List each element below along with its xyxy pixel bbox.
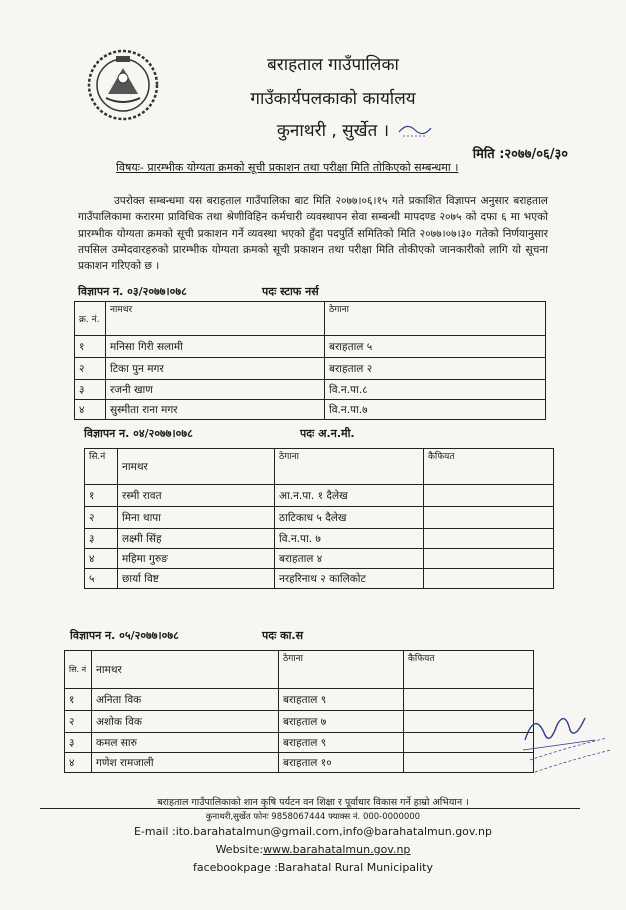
post-title-2: पदः अ.न.मी. [300, 427, 355, 440]
notice-number-2: विज्ञापन न. ०४/२०७७।०७८ [84, 427, 193, 440]
cell-remarks [424, 507, 554, 529]
col-sn: सि. नं [65, 651, 92, 689]
table-row [75, 358, 546, 380]
candidate-table-3 [64, 650, 534, 773]
cell-address: बराहताल ७ [279, 711, 404, 733]
col-name: नामथर [92, 651, 279, 689]
table-header-row [85, 449, 554, 485]
cell-sn: १ [85, 485, 118, 507]
col-address: ठेगाना [279, 651, 404, 689]
cell-sn: १ [65, 689, 92, 711]
letter-date: मिति :२०७७/०६/३० [472, 147, 568, 162]
cell-sn: २ [65, 711, 92, 733]
col-address: ठेगाना [275, 449, 424, 485]
cell-sn: १ [75, 336, 106, 358]
footer-facebook: facebookpage :Barahatal Rural Municipality [193, 861, 433, 874]
cell-sn: २ [75, 358, 106, 380]
notice-number-1: विज्ञापन न. ०३/२०७७।०७८ [78, 285, 187, 298]
letter-body: उपरोक्त सम्बन्धमा यस बराहताल गाउँपालिका बाट मिति २०७७।०६।१५ गते प्रकाशित विज्ञापन अनुसार बराहताल गाउँपालिकामा करारमा प्राविधिक तथा श्रेणीविहिन कर्मचारी व्यवस्थापन सेवा सम्बन्धी मापदण्ड २०७५ को दफा ६ मा भएको प्रारम्भीक योग्यता क्रमको सूची प्रकाशन गर्ने व्यवस्था भएको हुँदा पदपुर्ति समितिको मिति २०७७।०७।३० गतेको निर्णयानुसार तपसिल उम्मेदवारहरुको प्रारम्भीक योग्यता क्रमको सूची प्रकाशन तथा परीक्षा मिति तोकीएको जानकारीको लागि यो सूचना प्रकाशन गरिएको छ । [78, 195, 548, 273]
cell-name: गणेश रामजाली [92, 753, 279, 773]
table-row [85, 569, 554, 589]
cell-name: अनिता विक [92, 689, 279, 711]
table-row [85, 549, 554, 569]
footer-contact: कुनाथरी,सुर्खेत फोनः 9858067444 फ्याक्स नं. 000-0000000 [205, 812, 421, 822]
cell-address: वि.न.पा. ७ [275, 529, 424, 549]
cell-name: छार्या विष्ट [118, 569, 275, 589]
cell-address: बराहताल ९ [279, 689, 404, 711]
col-remarks: कैफियत [404, 651, 534, 689]
table-row [75, 380, 546, 400]
cell-remarks [404, 733, 534, 753]
table-row [75, 400, 546, 420]
cell-address: वि.न.पा.८ [325, 380, 546, 400]
letter-subject: विषयः- प्रारम्भीक योग्यता क्रमको सूची प्रकाशन तथा परीक्षा मिति तोकिएको सम्बन्धमा । [116, 161, 459, 174]
cell-name: कमल सारु [92, 733, 279, 753]
table-row [85, 507, 554, 529]
col-name: नामथर [118, 449, 275, 485]
post-title-1: पदः स्टाफ नर्स [262, 285, 319, 298]
cell-name: महिमा गुरुङ [118, 549, 275, 569]
table-header-row [75, 302, 546, 336]
cell-name: रजनी खाण [106, 380, 325, 400]
cell-sn: २ [85, 507, 118, 529]
col-remarks: कैफियत [424, 449, 554, 485]
office-name: गाउँकार्यपलकाको कार्यालय [250, 89, 416, 109]
cell-remarks [424, 549, 554, 569]
cell-remarks [424, 485, 554, 507]
cell-remarks [404, 711, 534, 733]
col-sn: क्र. नं. [75, 302, 106, 336]
municipality-name: बराहताल गाउँपालिका [267, 55, 399, 75]
cell-name: लक्ष्मी सिंह [118, 529, 275, 549]
cell-address: वि.न.पा.७ [325, 400, 546, 420]
table-row [65, 711, 534, 733]
cell-name: टिका पुन मगर [106, 358, 325, 380]
cell-address: ठाटिकाध ५ दैलेख [275, 507, 424, 529]
table-header-row [65, 651, 534, 689]
col-name: नामथर [106, 302, 325, 336]
cell-sn: ३ [85, 529, 118, 549]
cell-sn: ३ [65, 733, 92, 753]
email-link[interactable]: ito.barahatalmun@gmail.com,info@barahatalmun.gov.np [175, 825, 493, 838]
table-row [85, 529, 554, 549]
cell-remarks [424, 569, 554, 589]
table-row [75, 336, 546, 358]
col-address: ठेगाना [325, 302, 546, 336]
footer-website [0, 843, 626, 856]
cell-address: बराहताल २ [325, 358, 546, 380]
cell-sn: ४ [65, 753, 92, 773]
cell-name: सुस्मीता राना मगर [106, 400, 325, 420]
email-label: E-mail : [133, 825, 176, 838]
cell-remarks [404, 689, 534, 711]
notice-number-3: विज्ञापन न. ०५/२०७७।०७८ [70, 629, 179, 642]
ink-stamp-icon [395, 118, 435, 142]
website-link[interactable]: www.barahatalmun.gov.np [263, 843, 411, 856]
post-title-3: पदः का.स [262, 629, 304, 642]
table-row [65, 753, 534, 773]
table-row [65, 689, 534, 711]
cell-sn: ४ [75, 400, 106, 420]
cell-sn: ३ [75, 380, 106, 400]
cell-address: बराहताल १० [279, 753, 404, 773]
table-row [65, 733, 534, 753]
cell-address: आ.न.पा. १ दैलेख [275, 485, 424, 507]
candidate-table-1 [74, 301, 546, 420]
footer-slogan: बराहताल गाउँपालिकाको शान कृषि पर्यटन वन शिक्षा र पूर्वाधार विकास गर्ने हाम्रो अभियान । [157, 797, 469, 808]
cell-name: मनिसा गिरी सलामी [106, 336, 325, 358]
footer-divider [40, 808, 580, 809]
candidate-table-2 [84, 448, 554, 589]
cell-remarks [404, 753, 534, 773]
cell-name: अशोक विक [92, 711, 279, 733]
cell-sn: ५ [85, 569, 118, 589]
signature-stamp-icon [515, 700, 615, 780]
cell-address: बराहताल ९ [279, 733, 404, 753]
cell-remarks [424, 529, 554, 549]
footer-email [0, 825, 626, 838]
cell-sn: ४ [85, 549, 118, 569]
col-sn: सि.नं [85, 449, 118, 485]
cell-address: बराहताल ४ [275, 549, 424, 569]
cell-address: बराहताल ५ [325, 336, 546, 358]
table-row [85, 485, 554, 507]
website-label: Website: [215, 843, 264, 856]
cell-name: मिना थापा [118, 507, 275, 529]
cell-name: रस्मी रावत [118, 485, 275, 507]
office-address: कुनाथरी , सुर्खेत । [276, 121, 390, 141]
cell-address: नरहरिनाथ २ कालिकोट [275, 569, 424, 589]
